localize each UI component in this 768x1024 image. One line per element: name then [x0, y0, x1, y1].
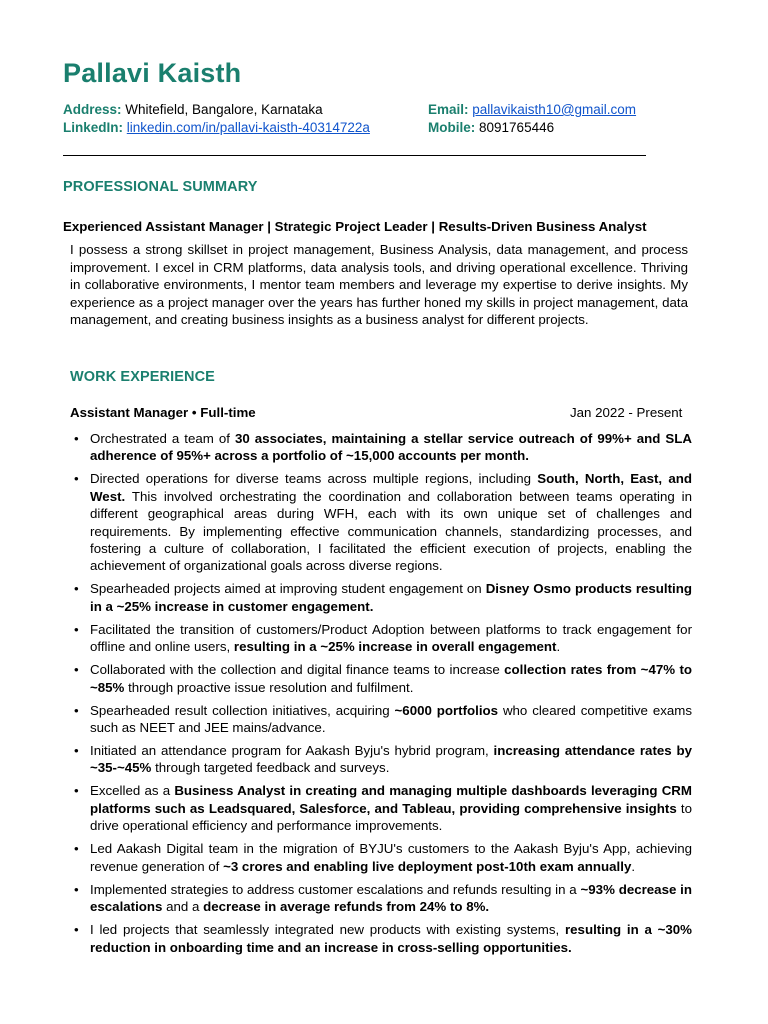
bullet-text: Facilitated the transition of customers/Product Adoption between platforms to track engagement for offline and online users,: [90, 621, 692, 655]
bullet-text: I led projects that seamlessly integrated new products with existing systems,: [90, 922, 565, 938]
bullet-marker: •: [74, 743, 79, 759]
bullet-text: Initiated an attendance program for Aakash Byju's hybrid program,: [90, 743, 494, 759]
job-dates: Jan 2022 - Present: [570, 405, 683, 420]
bullet-text: through proactive issue resolution and fulfilment.: [124, 679, 414, 695]
bullet-marker: •: [74, 702, 79, 718]
bullet-text-bold: resulting in a ~25% increase in overall engagement: [233, 639, 557, 655]
bullet-text: Implemented strategies to address customer escalations and refunds resulting in a: [90, 881, 581, 897]
experience-bullet: [74, 580, 692, 615]
address-value: Whitefield, Bangalore, Karnataka: [125, 102, 323, 117]
experience-bullet: [74, 621, 692, 656]
bullet-text-bold: South, North, East, and West.: [90, 471, 692, 504]
bullet-text-bold: increasing attendance rates by ~35-~45%: [90, 743, 692, 776]
experience-section-title: WORK EXPERIENCE: [70, 369, 215, 385]
bullet-marker: •: [74, 581, 79, 597]
experience-bullet: [74, 702, 692, 737]
mobile-line: [428, 119, 554, 137]
bullet-text-bold: decrease in average refunds from 24% to 8%.: [203, 899, 490, 915]
mobile-label: Mobile:: [428, 120, 476, 135]
summary-headline: Experienced Assistant Manager | Strategic Project Leader | Results-Driven Business Analyst: [63, 219, 647, 234]
header-divider: [63, 155, 646, 156]
summary-paragraph: I possess a strong skillset in project management, Business Analysis, data management, and process improvement. I excel in CRM platforms, data analysis tools, and driving operational excellence. Thriving in collaborative environments, I mentor team members and leverage my expertise to derive insights. My experience as a project manager over the years has further honed my skills in project management, data management, and creating business insights as a business analyst for different projects.: [70, 242, 688, 328]
experience-bullet: [74, 661, 692, 696]
bullet-marker: •: [74, 431, 79, 446]
experience-bullet: [74, 742, 692, 777]
experience-bullet: [74, 782, 692, 834]
experience-bullet: [74, 430, 692, 465]
mobile-value: 8091765446: [479, 120, 555, 135]
bullet-text: This involved orchestrating the coordination and collaboration between teams operating in different geographical areas during WFH, each with its own unique set of challenges and requirements. By implementing effective communication channels, standardizing processes, and fostering a culture of collaboration, I facilitated the efficient execution of projects, enabling the achievement of organizational goals across diverse regions.: [90, 488, 692, 574]
bullet-marker: •: [74, 922, 79, 938]
bullet-text-bold: collection rates from ~47% to ~85%: [90, 662, 692, 695]
bullet-text: Spearheaded projects aimed at improving student engagement on: [90, 581, 486, 597]
experience-bullet: [74, 921, 692, 956]
bullet-text: Collaborated with the collection and digital finance teams to increase: [90, 662, 505, 678]
bullet-text-bold: ~6000 portfolios: [394, 702, 499, 718]
bullet-marker: •: [74, 662, 79, 678]
bullet-text-bold: ~3 crores and enabling live deployment post-10th exam annually: [223, 858, 632, 874]
bullet-text: through targeted feedback and surveys.: [151, 760, 390, 776]
bullet-text: Orchestrated a team of: [90, 431, 235, 446]
experience-bullet: [74, 881, 692, 916]
bullet-text-bold: Business Analyst in creating and managing multiple dashboards leveraging CRM platforms such as Leadsquared, Salesforce, and Tableau, providing comprehensive insights: [90, 783, 692, 816]
linkedin-line: [63, 119, 370, 137]
experience-bullet: [74, 470, 692, 574]
address-label: Address:: [63, 102, 122, 117]
linkedin-link[interactable]: linkedin.com/in/pallavi-kaisth-40314722a: [126, 120, 370, 135]
bullet-text: Led Aakash Digital team in the migration of BYJU's customers to the Aakash Byju's App, achieving revenue generation of: [90, 841, 692, 874]
bullet-text-bold: resulting in a ~30% reduction in onboarding time and an increase in cross-selling opportunities.: [90, 922, 692, 955]
bullet-text: .: [631, 858, 636, 874]
linkedin-label: LinkedIn:: [63, 120, 123, 135]
bullet-marker: •: [74, 841, 79, 857]
job-title: Assistant Manager • Full-time: [70, 405, 256, 420]
candidate-name: Pallavi Kaisth: [63, 58, 242, 88]
bullet-marker: •: [74, 471, 79, 487]
experience-bullet-list: [74, 430, 692, 962]
bullet-text: Excelled as a: [90, 783, 175, 799]
bullet-text-bold: ~93% decrease in escalations: [90, 881, 692, 915]
email-label: Email:: [428, 102, 469, 117]
bullet-text: Spearheaded result collection initiatives, acquiring: [90, 702, 395, 718]
bullet-text: who cleared competitive exams such as NEET and JEE mains/advance.: [90, 702, 692, 736]
experience-bullet: [74, 840, 692, 875]
email-link[interactable]: pallavikaisth10@gmail.com: [472, 102, 637, 117]
bullet-text: and a: [162, 899, 204, 915]
bullet-text-bold: Disney Osmo products resulting in a ~25% increase in customer engagement.: [90, 581, 692, 614]
bullet-marker: •: [74, 783, 79, 799]
bullet-text: to drive operational efficiency and performance improvements.: [90, 800, 692, 834]
bullet-marker: •: [74, 881, 79, 897]
bullet-text: .: [556, 639, 561, 655]
bullet-marker: •: [74, 621, 79, 637]
address-line: [63, 101, 323, 119]
summary-section-title: PROFESSIONAL SUMMARY: [63, 179, 258, 195]
email-line: [428, 101, 636, 119]
bullet-text: Directed operations for diverse teams across multiple regions, including: [90, 471, 538, 487]
bullet-text-bold: 30 associates, maintaining a stellar service outreach of 99%+ and SLA adherence of 95%+ across a portfolio of ~15,000 accounts per month.: [90, 431, 692, 464]
